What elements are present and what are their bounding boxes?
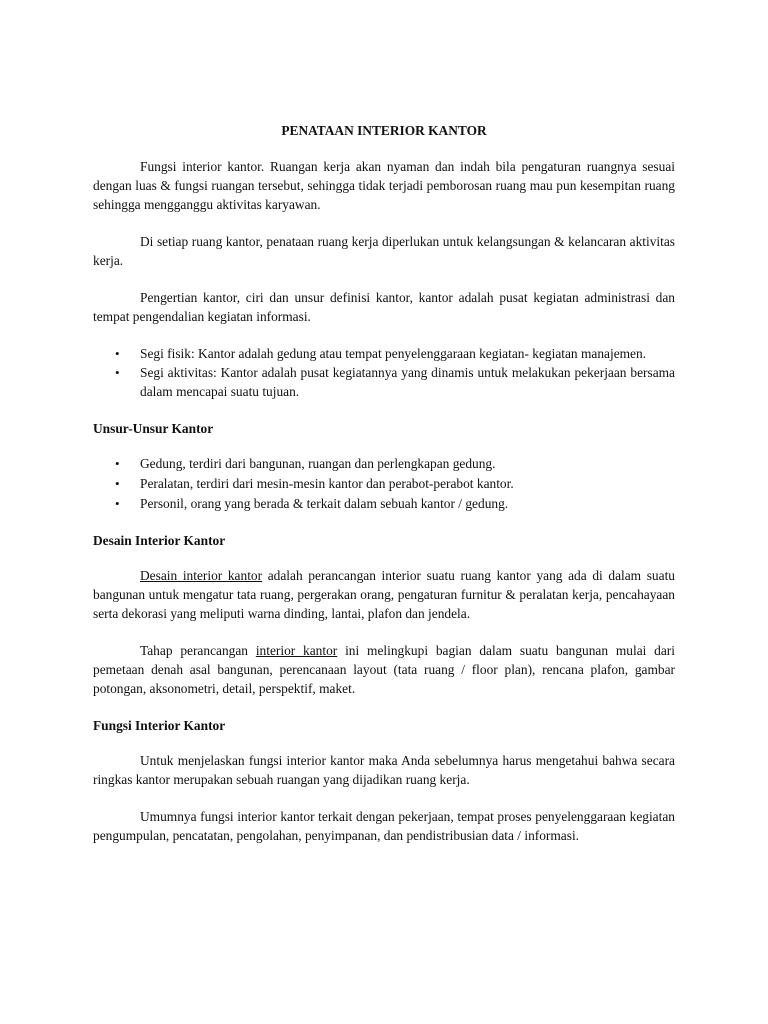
list-item — [93, 494, 675, 513]
list-unsur — [93, 454, 675, 513]
list-item-text: Gedung, terdiri dari bangunan, ruangan dan perlengkapan gedung. — [140, 456, 496, 471]
paragraph-pengertian: Pengertian kantor, ciri dan unsur definisi kantor, kantor adalah pusat kegiatan administrasi dan tempat pengendalian kegiatan informasi. — [93, 290, 675, 324]
paragraph-text: ini melingkupi bagian dalam suatu bangunan mulai dari pemetaan denah asal bangunan, perencanaan layout (tata ruang / floor plan), rencana plafon, gambar potongan, aksonometri, detail, perspektif, maket. — [93, 643, 675, 696]
list-item — [93, 363, 675, 401]
interior-kantor-link[interactable]: interior kantor — [255, 643, 338, 658]
list-item — [93, 344, 675, 363]
list-item — [93, 454, 675, 473]
heading-fungsi: Fungsi Interior Kantor — [93, 718, 226, 733]
bullet-icon: • — [115, 456, 120, 471]
list-item-text: Segi fisik: Kantor adalah gedung atau tempat penyelenggaraan kegiatan- kegiatan manajemen. — [140, 346, 647, 361]
document-title: PENATAAN INTERIOR KANTOR — [281, 123, 487, 138]
bullet-icon: • — [115, 476, 120, 491]
heading-unsur: Unsur-Unsur Kantor — [93, 421, 214, 436]
paragraph-menjelaskan: Untuk menjelaskan fungsi interior kantor maka Anda sebelumnya harus mengetahui bahwa secara ringkas kantor merupakan sebuah ruangan yang dijadikan ruang kerja. — [93, 753, 675, 787]
bullet-icon: • — [115, 346, 120, 361]
document-body — [93, 121, 675, 863]
list-item-text: Personil, orang yang berada & terkait dalam sebuah kantor / gedung. — [140, 496, 509, 511]
paragraph-text: adalah perancangan interior suatu ruang kantor yang ada di dalam suatu bangunan untuk mengatur tata ruang, pergerakan orang, pengaturan furnitur & peralatan kerja, pencahayaan serta dekorasi yang meliputi warna dinding, lantai, plafon dan jendela. — [93, 568, 675, 621]
desain-interior-kantor-link[interactable]: Desain interior kantor — [140, 568, 263, 583]
paragraph-text: Tahap perancangan — [140, 643, 256, 658]
bullet-icon: • — [115, 496, 120, 511]
heading-desain: Desain Interior Kantor — [93, 533, 226, 548]
list-item-text: Peralatan, terdiri dari mesin-mesin kantor dan perabot-perabot kantor. — [140, 476, 514, 491]
paragraph-desain — [93, 566, 675, 623]
list-segi — [93, 344, 675, 401]
paragraph-umumnya: Umumnya fungsi interior kantor terkait dengan pekerjaan, tempat proses penyelenggaraan kegiatan pengumpulan, pencatatan, pengolahan, penyimpanan, dan pendistribusian data / informasi. — [93, 809, 675, 843]
paragraph-penataan: Di setiap ruang kantor, penataan ruang kerja diperlukan untuk kelangsungan & kelancaran aktivitas kerja. — [93, 234, 675, 268]
paragraph-tahap — [93, 641, 675, 698]
paragraph-fungsi-intro: Fungsi interior kantor. Ruangan kerja akan nyaman dan indah bila pengaturan ruangnya sesuai dengan luas & fungsi ruangan tersebut, sehingga tidak terjadi pemborosan ruang mau pun kesempitan ruang sehingga mengganggu aktivitas karyawan. — [93, 159, 675, 212]
list-item-text: Segi aktivitas: Kantor adalah pusat kegiatannya yang dinamis untuk melakukan pekerjaan bersama dalam mencapai suatu tujuan. — [140, 365, 675, 399]
list-item — [93, 474, 675, 493]
bullet-icon: • — [115, 365, 120, 380]
